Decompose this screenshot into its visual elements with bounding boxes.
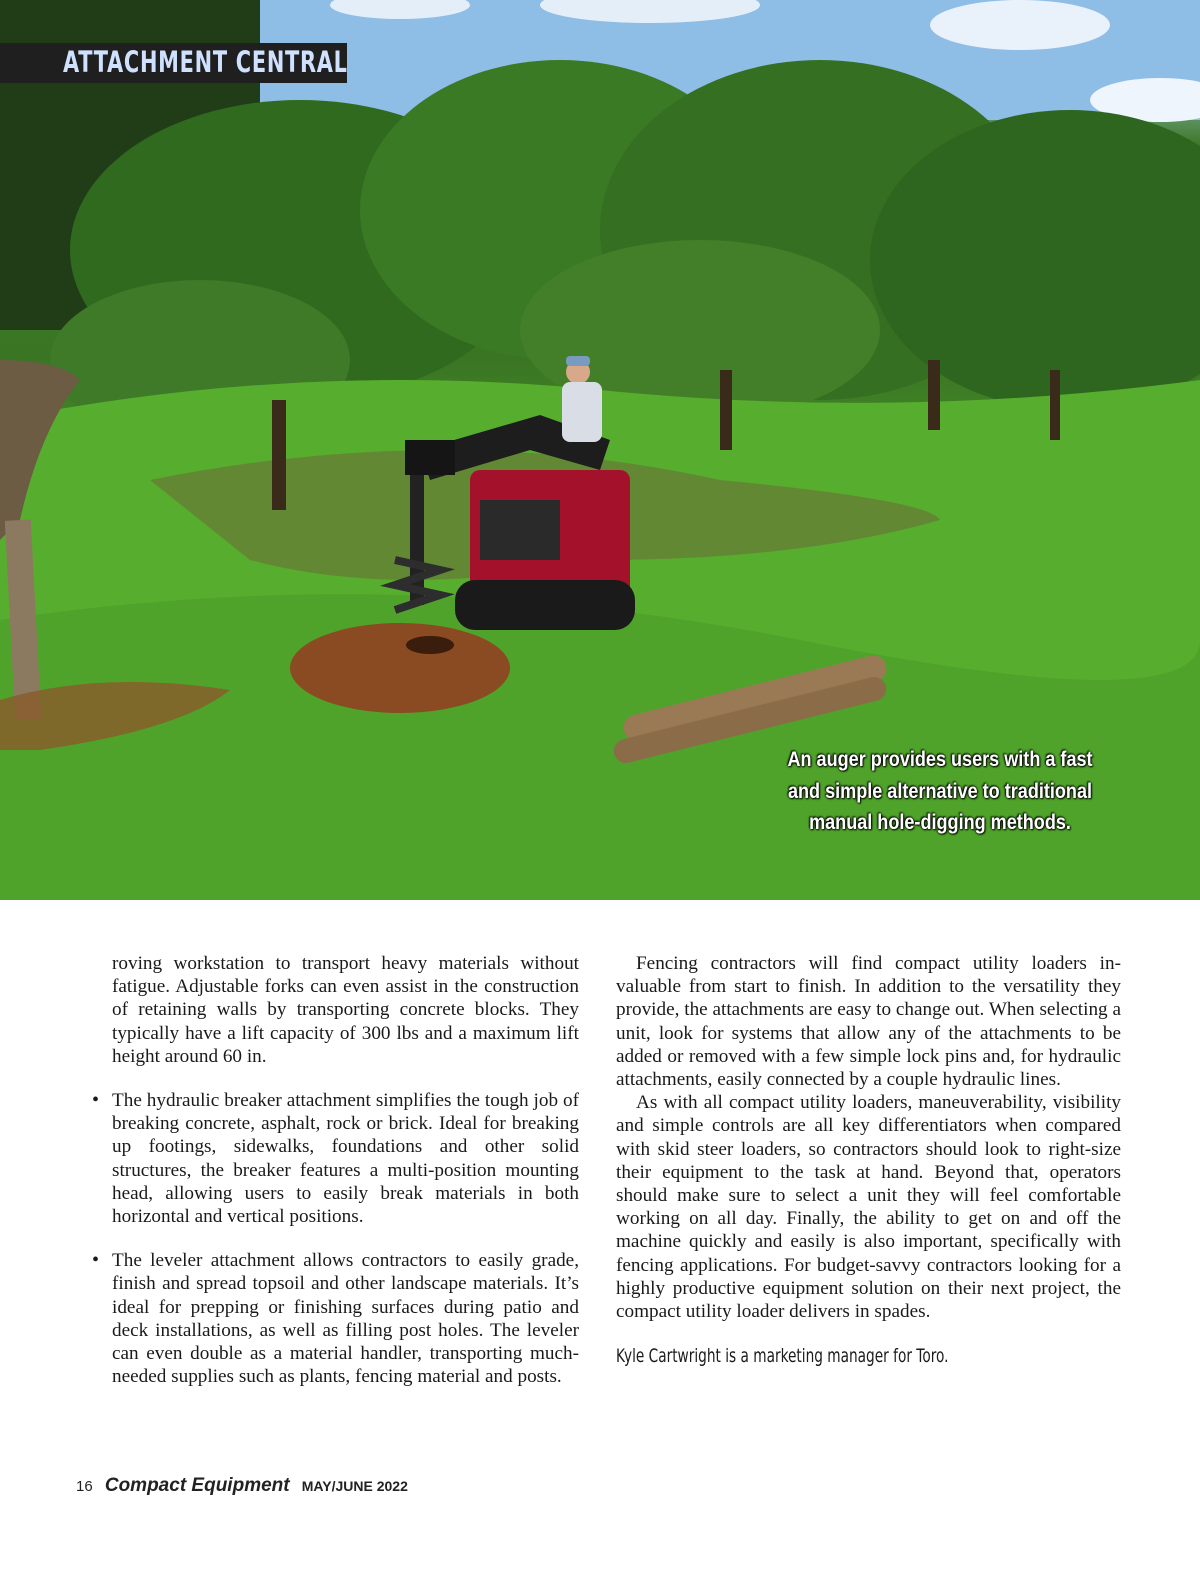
issue-date: MAY/JUNE 2022	[301, 1478, 408, 1494]
author-byline: Kyle Cartwright is a marketing manager for Toro.	[616, 1345, 949, 1368]
continued-paragraph: roving workstation to transport heavy materials without fatigue. Adjustable forks can even assist in the construction of retaining walls by transporting concrete blocks. They typically have a lift capacity of 300 lbs and a maximum lift height around 60 in.	[112, 953, 579, 1067]
photo-caption: An auger provides users with a fast and simple alternative to traditional manual hole-digging methods.	[787, 748, 1093, 834]
list-item-leveler: • The leveler attachment allows contractors to easily grade, finish and spread topsoil and other landscape materials. It’s ideal for prepping or finishing surfaces during patio and deck installations, as well as filling post holes. The leveler can even double as a material handler, transporting much-needed supplies such as plants, fencing material and posts.	[112, 1249, 579, 1388]
left-column	[112, 952, 579, 1409]
paragraph-fencing: Fencing contractors will find compact utility loaders invaluable from start to finish. In addition to the versatility they provide, the attachments are easy to change out. When selecting a unit, look for systems that allow any of the attachments to be added or removed with a few simple lock pins and, for hydraulic attachments, easily connected by a couple hydraulic lines.	[616, 953, 1121, 1091]
magazine-name: Compact Equipment	[104, 1475, 290, 1496]
cloud	[930, 0, 1110, 50]
paragraph-maneuverability: As with all compact utility loaders, maneuverability, visibility and simple controls are all key differentiators when compared with skid steer loaders, so contractors should look to right-size their equipment to the task at hand. Beyond that, operators should make sure to select a unit they will feel comfortable working on all day. Finally, the ability to get on and off the machine quickly and easily is also important, specifically with fencing applications. For budget-savvy contractors looking for a highly productive equipment solution on their next project, the compact utility loader delivers in spades.	[616, 1092, 1121, 1323]
section-tag-label: ATTACHMENT CENTRAL	[63, 45, 348, 79]
section-tag	[0, 43, 347, 83]
page-footer	[76, 1475, 408, 1497]
attachment-list	[112, 1089, 579, 1388]
right-column	[616, 952, 1121, 1368]
list-item-breaker: • The hydraulic breaker attachment simplifies the tough job of breaking concrete, asphalt, rock or brick. Ideal for breaking up footings, sidewalks, foundations and other solid structures, the breaker features a multi-position mounting head, allowing users to easily break materials in both horizontal and vertical positions.	[112, 1089, 579, 1228]
dirt-mound	[290, 623, 510, 713]
page-number: 16	[76, 1478, 93, 1495]
